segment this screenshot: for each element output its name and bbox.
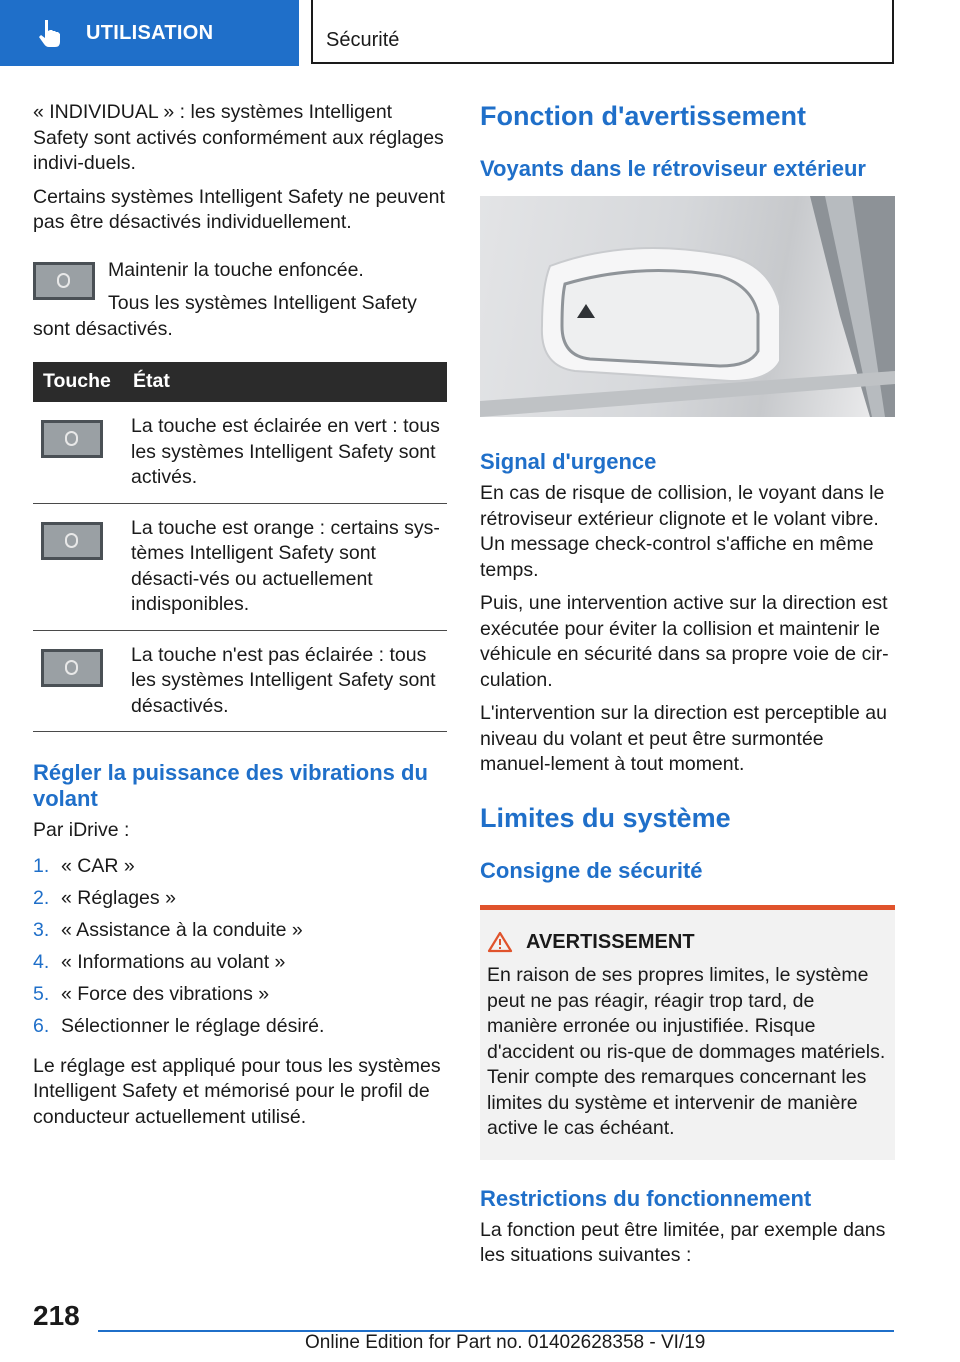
edition-footer: Online Edition for Part no. 01402628358 - VI/19: [305, 1332, 706, 1353]
safety-button-orange-icon: [41, 522, 103, 560]
signal-paragraph-2: Puis, une intervention active sur la direction est exécutée pour éviter la collision et maintenir le véhicule en sécurité dans sa propre voie de cir‐culation.: [480, 592, 889, 691]
table-row: [33, 402, 447, 503]
safety-button-off-icon: [41, 649, 103, 687]
mirror-indicator-heading: Voyants dans le rétroviseur extérieur: [480, 156, 866, 181]
list-item: 5. « Force des vibrations »: [33, 982, 270, 1005]
restrictions-paragraph: La fonction peut être limitée, par exemple dans les situations suivantes :: [480, 1218, 886, 1266]
warning-text: En raison de ses propres limites, le système peut ne pas réagir, réagir trop tard, de manière erronée ou injustifiée. Risque d'accident ou ris‐que de dommages matériels. Tenir compte des remarques concernant les limites du système et intervenir de manière active le cas échéant.: [487, 964, 886, 1139]
right-column: [480, 100, 895, 1277]
idrive-label: Par iDrive :: [33, 819, 130, 841]
signal-paragraph-3: L'intervention sur la direction est perceptible au niveau du volant et peut être surmontée manuel‐lement à tout moment.: [480, 702, 887, 775]
list-item: 1. « CAR »: [33, 854, 135, 877]
safety-button-green-icon: [41, 420, 103, 458]
restrictions-heading: Restrictions du fonctionnement: [480, 1185, 812, 1211]
paragraph-not-deactivable: Certains systèmes Intelligent Safety ne peuvent pas être désactivés individuellement.: [33, 185, 445, 233]
table-row: [33, 503, 447, 630]
chapter-header: [311, 0, 894, 64]
section-tab[interactable]: [0, 0, 299, 66]
chapter-title: Sécurité: [326, 29, 400, 51]
table-row: [33, 630, 447, 732]
system-limits-heading: Limites du système: [480, 802, 731, 833]
table-cell-state: La touche est éclairée en vert : tous les systèmes Intelligent Safety sont activés.: [123, 402, 447, 503]
hold-instruction: Maintenir la touche enfoncée.: [108, 258, 364, 281]
left-column: [33, 100, 447, 1138]
button-state-table: [33, 362, 447, 732]
vibration-heading: Régler la puissance des vibrations du volant: [33, 760, 428, 811]
table-cell-state: La touche n'est pas éclairée : tous les systèmes Intelligent Safety sont désactivés.: [123, 630, 447, 732]
steps-list: [33, 854, 447, 1046]
warning-function-heading: Fonction d'avertissement: [480, 101, 806, 131]
table-header-button: Touche: [33, 362, 123, 402]
side-mirror-image: [480, 196, 895, 417]
table-header-state: État: [123, 362, 447, 402]
emergency-signal-heading: Signal d'urgence: [480, 449, 657, 474]
list-item: 4. « Informations au volant »: [33, 950, 286, 973]
signal-paragraph-1: En cas de risque de collision, le voyant dans le rétroviseur extérieur clignote et le volant vibre. Un message check-control s'affiche en même temps.: [480, 482, 885, 581]
hold-result: Tous les systèmes Intelligent Safety sont désactivés.: [33, 292, 417, 340]
warning-triangle-icon: [487, 931, 513, 953]
list-item: 6. Sélectionner le réglage désiré.: [33, 1014, 325, 1037]
mirror-illustration: [480, 196, 895, 417]
hand-pointer-icon: [36, 18, 64, 48]
safety-notice-heading: Consigne de sécurité: [480, 857, 703, 883]
warning-box: [480, 905, 895, 1160]
paragraph-setting-applied: Le réglage est appliqué pour tous les systèmes Intelligent Safety et mémorisé pour le profil de conducteur actuellement utilisé.: [33, 1054, 441, 1128]
list-item: 2. « Réglages »: [33, 886, 176, 909]
table-cell-state: La touche est orange : certains sys‐tèmes Intelligent Safety sont désacti‐vés ou actuellement indisponibles.: [123, 503, 447, 630]
list-item: 3. « Assistance à la conduite »: [33, 918, 303, 941]
warning-title: AVERTISSEMENT: [526, 930, 695, 953]
page-number: 218: [33, 1300, 80, 1331]
safety-button-icon: [33, 262, 95, 300]
section-label: UTILISATION: [86, 21, 214, 44]
hold-button-instruction: [33, 258, 447, 343]
paragraph-individual: « INDIVIDUAL » : les systèmes Intelligent Safety sont activés conformément aux réglages indivi‐duels.: [33, 101, 444, 174]
